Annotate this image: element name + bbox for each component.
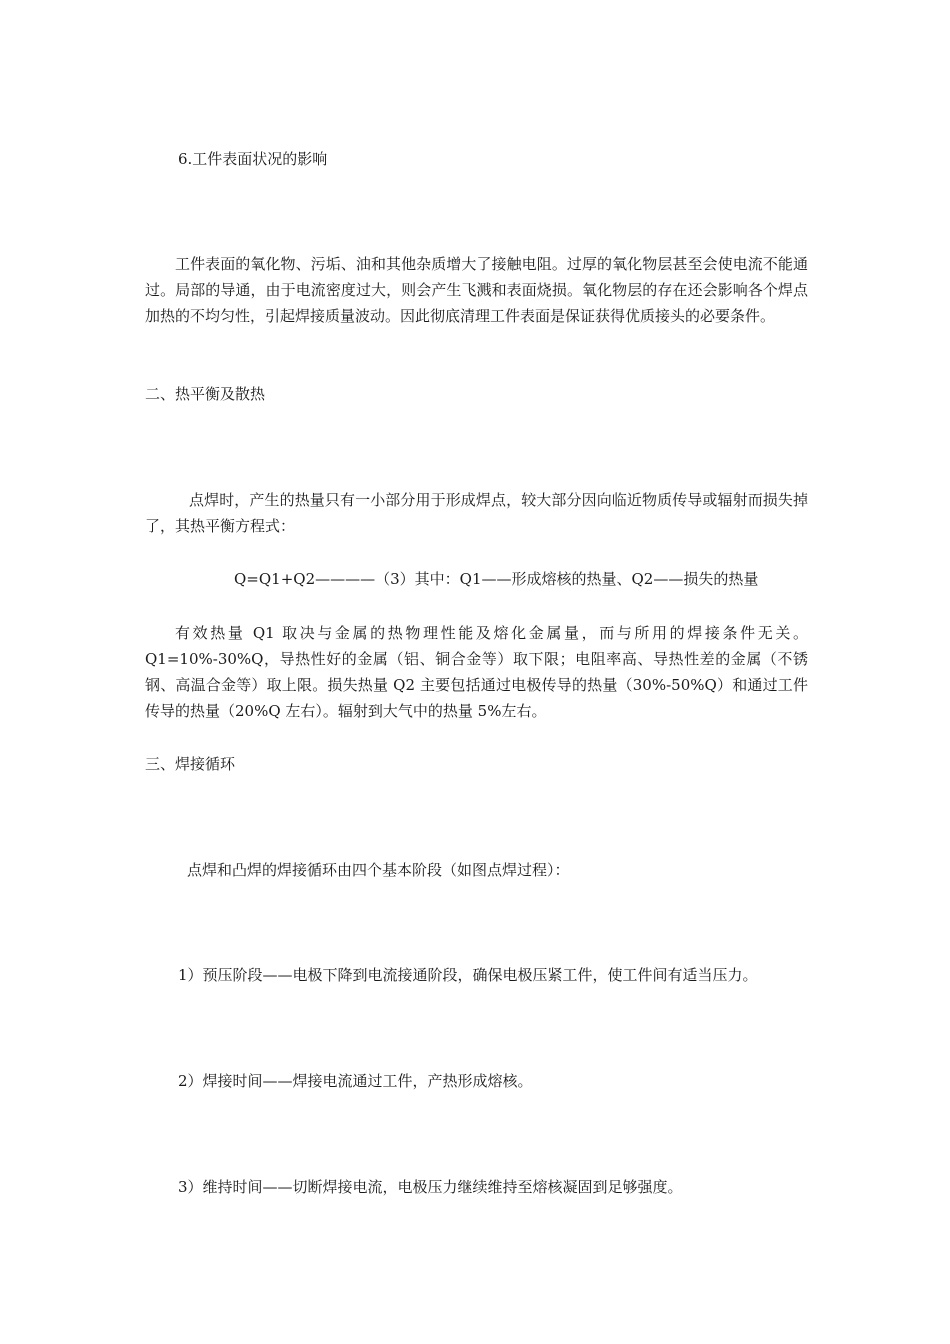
list-item-weld-time: 2）焊接时间——焊接电流通过工件，产热形成熔核。 bbox=[178, 1072, 533, 1090]
heat-balance-equation: Q=Q1+Q2————（3）其中：Q1——形成熔核的热量、Q2——损失的热量 bbox=[234, 570, 759, 588]
paragraph-heat-balance: 点焊时，产生的热量只有一小部分用于形成焊点，较大部分因向临近物质传导或辐射而损失掉了，其热平衡方程式： bbox=[145, 491, 808, 535]
paragraph-effective-heat: 有效热量 Q1 取决与金属的热物理性能及熔化金属量，而与所用的焊接条件无关。Q1=10%-30%Q，导热性好的金属（铝、铜合金等）取下限；电阻率高、导热性差的金属（不锈钢、高温合金等）取上限。损失热量 Q2 主要包括通过电极传导的热量（30%-50%Q）和通过工件传导的热量（20%Q 左右）。辐射到大气中的热量 5%左右。 bbox=[145, 624, 808, 720]
paragraph-surface-condition: 工件表面的氧化物、污垢、油和其他杂质增大了接触电阻。过厚的氧化物层甚至会使电流不能通过。局部的导通，由于电流密度过大，则会产生飞溅和表面烧损。氧化物层的存在还会影响各个焊点加热的不均匀性，引起焊接质量波动。因此彻底清理工件表面是保证获得优质接头的必要条件。 bbox=[145, 255, 808, 325]
section-title-heat-balance: 二、热平衡及散热 bbox=[145, 385, 266, 403]
list-item-hold-time: 3）维持时间——切断焊接电流，电极压力继续维持至熔核凝固到足够强度。 bbox=[178, 1178, 683, 1196]
paragraph-welding-cycle: 点焊和凸焊的焊接循环由四个基本阶段（如图点焊过程）： bbox=[187, 861, 570, 879]
list-item-preload-stage: 1）预压阶段——电极下降到电流接通阶段，确保电极压紧工件，使工件间有适当压力。 bbox=[178, 966, 758, 984]
heading-workpiece-surface: 6.工件表面状况的影响 bbox=[178, 150, 328, 168]
section-title-welding-cycle: 三、焊接循环 bbox=[145, 755, 236, 773]
